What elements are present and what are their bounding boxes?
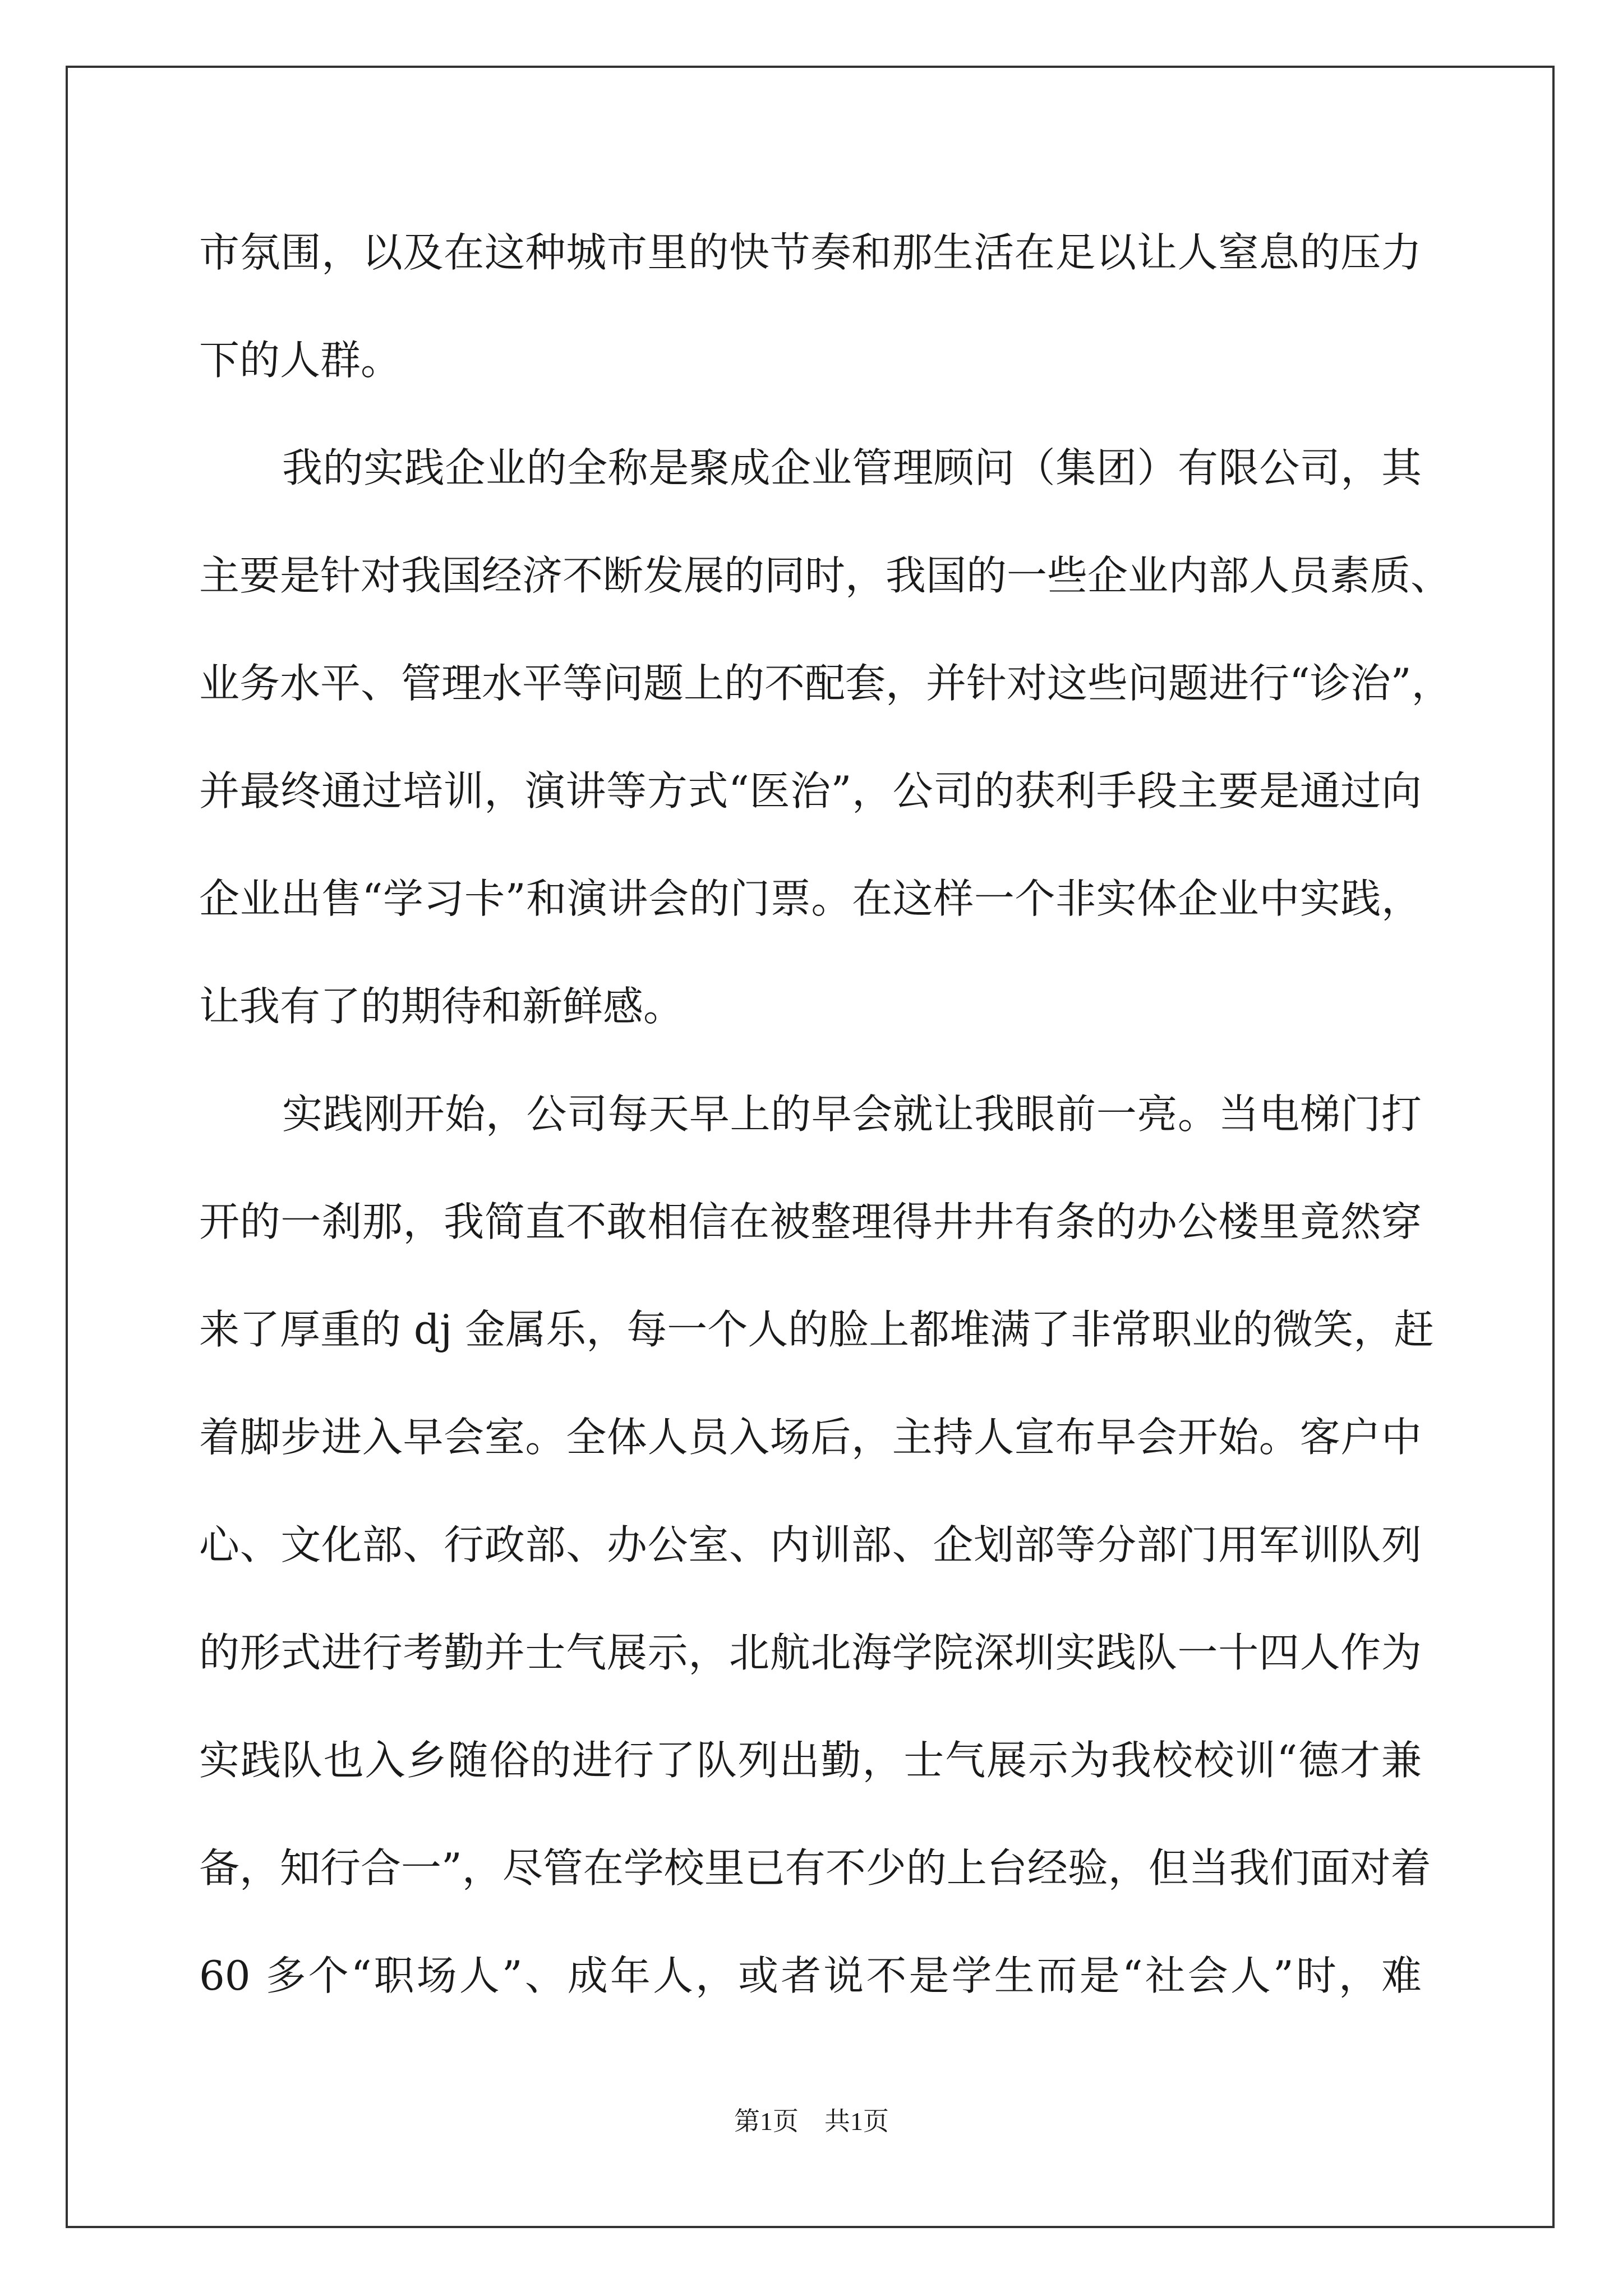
text-line: 市氛围，以及在这种城市里的快节奏和那生活在足以让人窒息的压力 bbox=[199, 229, 1422, 276]
text-line: 备，知行合一”，尽管在学校里已有不少的上台经验，但当我们面对着 bbox=[199, 1844, 1431, 1892]
document-body bbox=[199, 222, 1452, 2053]
text-line: 开的一刹那，我简直不敢相信在被整理得井井有条的办公楼里竟然穿 bbox=[199, 1198, 1422, 1245]
text-line: 下的人群。 bbox=[199, 337, 402, 384]
text-line: 主要是针对我国经济不断发展的同时，我国的一些企业内部人员素质、 bbox=[199, 552, 1451, 599]
text-line: 让我有了的期待和新鲜感。 bbox=[199, 983, 684, 1030]
text-line: 着脚步进入早会室。全体人员入场后，主持人宣布早会开始。客户中 bbox=[199, 1414, 1422, 1461]
text-line: 我的实践企业的全称是聚成企业管理顾问（集团）有限公司，其 bbox=[282, 444, 1422, 491]
text-line: 业务水平、管理水平等问题上的不配套，并针对这些问题进行“诊治”， bbox=[199, 660, 1452, 707]
text-line: 并最终通过培训，演讲等方式“医治”，公司的获利手段主要是通过向 bbox=[199, 767, 1422, 815]
page-number-footer: 第1页 共1页 bbox=[734, 2107, 889, 2136]
text-line: 心、文化部、行政部、办公室、内训部、企划部等分部门用军训队列 bbox=[199, 1521, 1422, 1568]
text-line: 实践队也入乡随俗的进行了队列出勤，士气展示为我校校训“德才兼 bbox=[199, 1737, 1422, 1784]
text-line: 企业出售“学习卡”和演讲会的门票。在这样一个非实体企业中实践， bbox=[199, 875, 1422, 922]
text-line: 实践刚开始，公司每天早上的早会就让我眼前一亮。当电梯门打 bbox=[282, 1091, 1422, 1138]
text-line: 的形式进行考勤并士气展示，北航北海学院深圳实践队一十四人作为 bbox=[199, 1629, 1422, 1676]
text-line: 60 多个“职场人”、成年人，或者说不是学生而是“社会人”时，难 bbox=[199, 1952, 1422, 1999]
text-line: 来了厚重的 dj 金属乐，每一个人的脸上都堆满了非常职业的微笑，赶 bbox=[199, 1306, 1435, 1353]
